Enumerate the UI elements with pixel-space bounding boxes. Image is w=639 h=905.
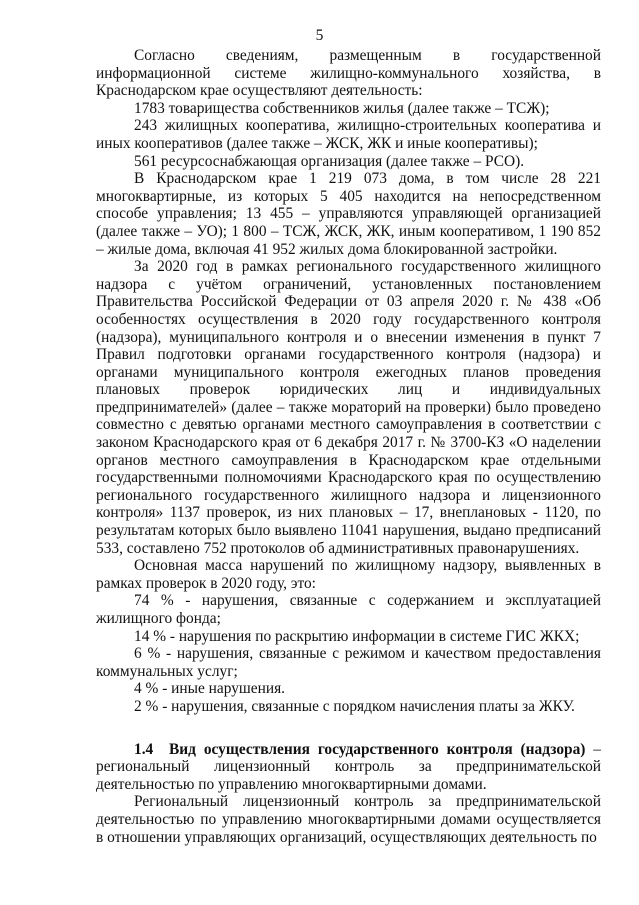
page-number: 5	[315, 27, 324, 44]
paragraph-violations-6: 6 % - нарушения, связанные с режимом и качеством предоставления коммунальных услуг;	[96, 645, 601, 680]
paragraph-tszh-count: 1783 товарищества собственников жилья (далее также – ТСЖ);	[134, 99, 550, 117]
paragraph-intro: Согласно сведениям, размещенным в государственной информационной системе жилищно-коммунального хозяйства, в Краснодарском крае осуществляют деятельность:	[96, 47, 601, 100]
paragraph-inspections-2020: За 2020 год в рамках регионального государственного жилищного надзора с учётом ограничений, установленных постановлением Правительства Российской Федерации от 03 апреля 2020 г. № 438 «Об особенностях осуществления в 2020 году государственного контроля (надзора), муниципального контроля и о внесении изменения в пункт 7 Правил подготовки органами государственного контроля (надзора) и органами муниципального контроля ежегодных планов проведения плановых проверок юридических лиц и индивидуальных предпринимателей» (далее – также мораторий на проверки) было проведено совместно с девятью органами местного самоуправления в соответствии с законом Краснодарского края от 6 декабря 2017 г. № 3700-КЗ «О наделении органов местного самоуправления в Краснодарском крае отдельными государственными полномочиями Краснодарского края по осуществлению регионального государственного жилищного надзора и лицензионного контроля» 1137 проверок, из них плановых – 17, внеплановых - 1120, по результатам которых было выявлено 11041 нарушения, выдано предписаний 533, составлено 752 протоколов об административных правонарушениях.	[96, 258, 601, 557]
paragraph-license-control: Региональный лицензионный контроль за предпринимательской деятельностью по управлению многоквартирными домами осуществляется в отношении управляющих организаций, осуществляющих деятельность по	[96, 793, 601, 846]
paragraph-violations-2: 2 % - нарушения, связанные с порядком начисления платы за ЖКУ.	[134, 697, 575, 715]
section-number: 1.4	[134, 740, 154, 758]
paragraph-housing-stock: В Краснодарском крае 1 219 073 дома, в том числе 28 221 многоквартирные, из которых 5 405 находится на непосредственном способе управления; 13 455 – управляются управляющей организацией (далее также – УО); 1 800 – ТСЖ, ЖСК, ЖК, иным кооперативом, 1 190 852 – жилые дома, включая 41 952 жилых дома блокированной застройки.	[96, 170, 601, 258]
paragraph-violations-4: 4 % - иные нарушения.	[134, 680, 286, 698]
section-title: Вид осуществления государственного контроля (надзора)	[169, 740, 586, 758]
paragraph-violations-intro: Основная масса нарушений по жилищному надзору, выявленных в рамках проверок в 2020 году, это:	[96, 557, 601, 592]
section-title-rest: – региональный лицензионный контроль за предпринимательской деятельностью по управлению многоквартирными домами.	[96, 740, 601, 793]
document-body	[96, 47, 601, 846]
paragraph-cooperatives-count: 243 жилищных кооператива, жилищно-строительных кооператива и иных кооперативов (далее также – ЖСК, ЖК и иные кооперативы);	[96, 117, 601, 152]
paragraph-violations-74: 74 % - нарушения, связанные с содержанием и эксплуатацией жилищного фонда;	[96, 592, 601, 627]
paragraph-violations-14: 14 % - нарушения по раскрытию информации в системе ГИС ЖКХ;	[134, 627, 580, 645]
section-heading	[96, 741, 601, 794]
paragraph-rso-count: 561 ресурсоснабжающая организация (далее также – РСО).	[134, 152, 525, 170]
